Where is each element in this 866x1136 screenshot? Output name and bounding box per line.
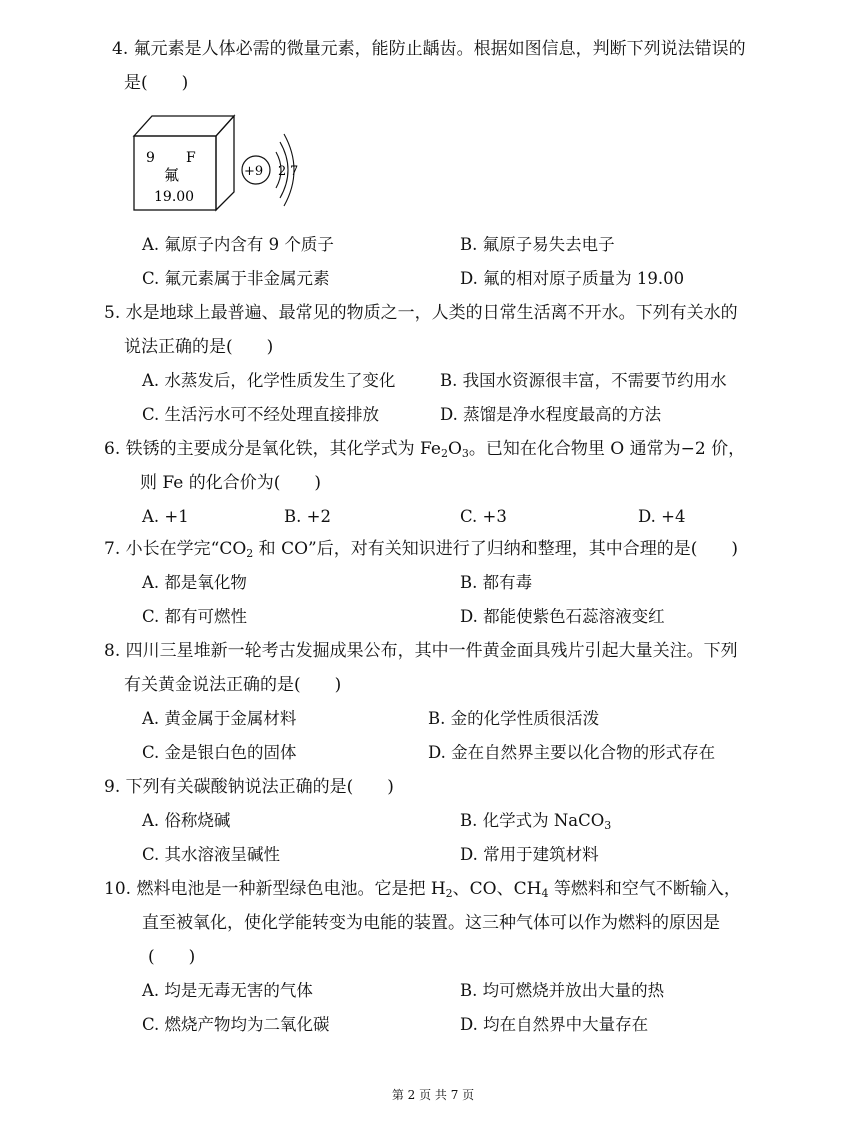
- q6-stem-text-2: O: [447, 439, 462, 459]
- q7-option-a[interactable]: A. 都是氧化物: [142, 573, 247, 592]
- fluorine-element-figure: [132, 114, 312, 214]
- q9-option-b-text: B. 化学式为 NaCO: [460, 811, 605, 830]
- q10-stem-text-1: 10. 燃料电池是一种新型绿色电池。它是把 H: [104, 879, 446, 899]
- q10-option-c[interactable]: C. 燃烧产物均为二氧化碳: [142, 1015, 330, 1034]
- q10-stem-text-3: 等燃料和空气不断输入，: [548, 879, 741, 899]
- q5-stem-line2: 说法正确的是( ): [124, 337, 274, 357]
- q10-stem-text-2: 、CO、CH: [452, 879, 542, 899]
- q9-option-b-sub: 3: [604, 819, 612, 832]
- q10-stem-line1: [104, 878, 741, 900]
- q5-stem-line1: 5. 水是地球上最普遍、最常见的物质之一，人类的日常生活离不开水。下列有关水的: [104, 303, 738, 323]
- q6-sub-3: 3: [461, 447, 469, 460]
- q4-option-d[interactable]: D. 氟的相对原子质量为 19.00: [460, 269, 685, 288]
- q9-option-c[interactable]: C. 其水溶液呈碱性: [142, 845, 281, 864]
- q6-stem-text-3: 。已知在化合物里 O 通常为−2 价，: [468, 439, 746, 459]
- q7-option-b[interactable]: B. 都有毒: [460, 573, 533, 592]
- q6-option-b[interactable]: B. +2: [284, 507, 331, 526]
- q10-sub-h2: 2: [445, 887, 453, 900]
- q6-sub-2: 2: [440, 447, 448, 460]
- page-footer: 第 2 页 共 7 页: [391, 1088, 475, 1102]
- q8-option-a[interactable]: A. 黄金属于金属材料: [142, 709, 297, 728]
- q5-option-b[interactable]: B. 我国水资源很丰富，不需要节约用水: [440, 371, 727, 390]
- q8-option-b[interactable]: B. 金的化学性质很活泼: [428, 709, 600, 728]
- q10-stem-line3: ( ): [148, 947, 196, 967]
- element-name: 氟: [164, 166, 180, 184]
- q8-stem-line2: 有关黄金说法正确的是( ): [124, 675, 342, 695]
- shell2-electrons: 7: [290, 164, 299, 179]
- q9-option-a[interactable]: A. 俗称烧碱: [142, 811, 231, 830]
- q5-option-d[interactable]: D. 蒸馏是净水程度最高的方法: [440, 405, 662, 424]
- q10-sub-ch4: 4: [541, 887, 549, 900]
- q7-stem-line1: [104, 538, 738, 560]
- q5-option-a[interactable]: A. 水蒸发后，化学性质发生了变化: [142, 371, 396, 390]
- element-box-side: [216, 116, 234, 210]
- element-atomic-mass: 19.00: [154, 189, 195, 205]
- q4-option-c[interactable]: C. 氟元素属于非金属元素: [142, 269, 330, 288]
- element-atomic-number: 9: [146, 150, 155, 166]
- element-symbol: F: [186, 150, 196, 166]
- q4-option-b[interactable]: B. 氟原子易失去电子: [460, 235, 615, 254]
- q7-stem-text-1: 7. 小长在学完“CO: [104, 539, 247, 559]
- q8-option-d[interactable]: D. 金在自然界主要以化合物的形式存在: [428, 743, 716, 762]
- q7-stem-text-2: 和 CO”后，对有关知识进行了归纳和整理，其中合理的是( ): [253, 539, 738, 559]
- q8-option-c[interactable]: C. 金是银白色的固体: [142, 743, 297, 762]
- q6-stem-line1: [104, 438, 745, 460]
- q10-stem-line2: 直至被氧化，使化学能转变为电能的装置。这三种气体可以作为燃料的原因是: [142, 913, 720, 933]
- q4-stem-line2: 是( ): [124, 73, 189, 93]
- q8-stem-line1: 8. 四川三星堆新一轮考古发掘成果公布，其中一件黄金面具残片引起大量关注。下列: [104, 641, 738, 661]
- q7-option-d[interactable]: D. 都能使紫色石蕊溶液变红: [460, 607, 665, 626]
- q6-option-c[interactable]: C. +3: [460, 507, 507, 526]
- q4-option-a[interactable]: A. 氟原子内含有 9 个质子: [142, 235, 334, 254]
- q6-stem-line2: 则 Fe 的化合价为( ): [140, 473, 321, 493]
- shell1-electrons: 2: [278, 164, 287, 179]
- q4-stem-line1: 4. 氟元素是人体必需的微量元素，能防止龋齿。根据如图信息，判断下列说法错误的: [112, 39, 746, 59]
- q6-stem-text-1: 6. 铁锈的主要成分是氧化铁，其化学式为 Fe: [104, 439, 441, 459]
- nucleus-charge: +9: [244, 164, 264, 179]
- q9-stem-line1: 9. 下列有关碳酸钠说法正确的是( ): [104, 777, 394, 797]
- q5-option-c[interactable]: C. 生活污水可不经处理直接排放: [142, 405, 380, 424]
- q10-option-d[interactable]: D. 均在自然界中大量存在: [460, 1015, 649, 1034]
- q6-option-a[interactable]: A. +1: [142, 507, 189, 526]
- q9-option-b[interactable]: [460, 810, 611, 832]
- q10-option-b[interactable]: B. 均可燃烧并放出大量的热: [460, 981, 665, 1000]
- q10-option-a[interactable]: A. 均是无毒无害的气体: [142, 981, 313, 1000]
- q7-option-c[interactable]: C. 都有可燃性: [142, 607, 248, 626]
- q7-sub-2: 2: [246, 547, 254, 560]
- q6-option-d[interactable]: D. +4: [638, 507, 686, 526]
- q9-option-d[interactable]: D. 常用于建筑材料: [460, 845, 599, 864]
